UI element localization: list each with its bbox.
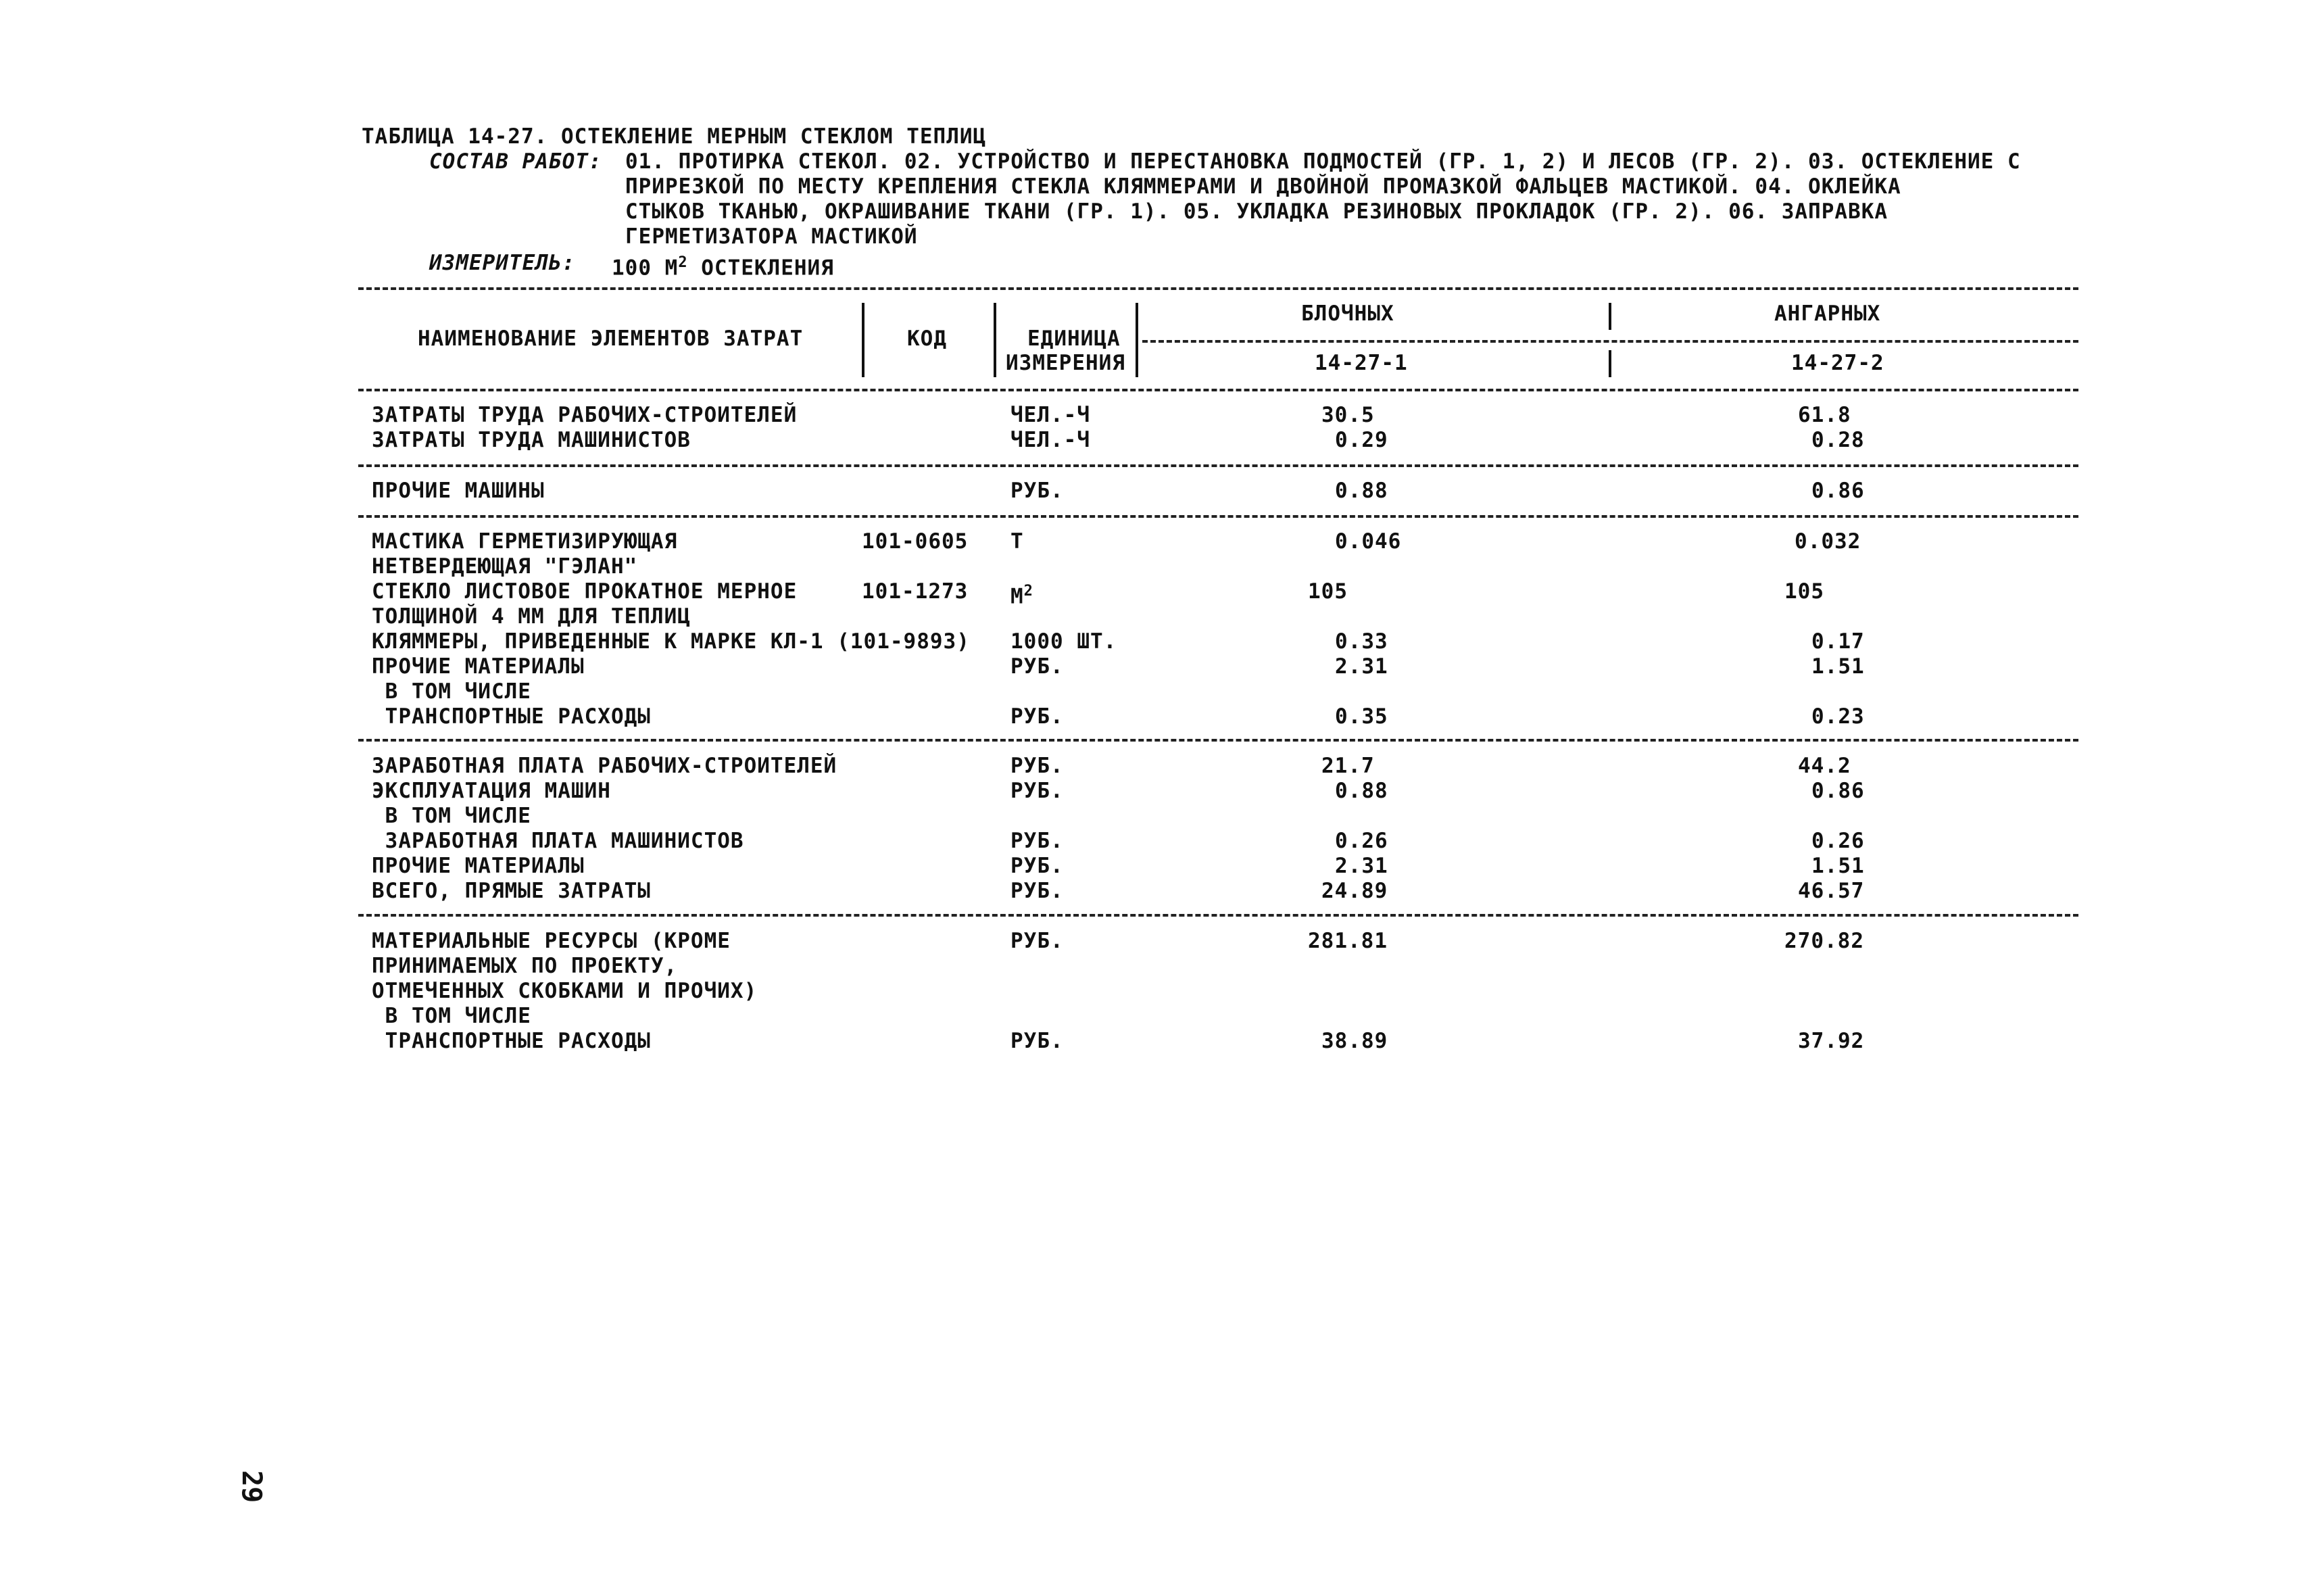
- row-name: ЗАРАБОТНАЯ ПЛАТА РАБОЧИХ-СТРОИТЕЛЕЙ: [372, 754, 837, 778]
- row-name: ЗАТРАТЫ ТРУДА РАБОЧИХ-СТРОИТЕЛЕЙ: [372, 403, 798, 427]
- row-unit: РУБ.: [1010, 704, 1064, 729]
- row-unit: РУБ.: [1010, 779, 1064, 803]
- header-code-col: КОД: [907, 327, 947, 351]
- izmeritel-number: 100 М: [612, 256, 679, 281]
- row-name: ЗАТРАТЫ ТРУДА МАШИНИСТОВ: [372, 428, 691, 452]
- row-value-2: 46.57: [1798, 879, 1865, 903]
- rule-section: [358, 914, 2078, 917]
- row-code: 101-1273: [862, 579, 969, 604]
- row-value-2: 0.17: [1811, 629, 1865, 654]
- row-value-1: 0.88: [1335, 479, 1388, 503]
- row-value-1: 30.5: [1321, 403, 1375, 427]
- row-name: ВСЕГО, ПРЯМЫЕ ЗАТРАТЫ: [372, 879, 651, 903]
- row-value-2: 0.86: [1811, 479, 1865, 503]
- row-unit: РУБ.: [1010, 879, 1064, 903]
- sostav-label: СОСТАВ РАБОТ:: [429, 149, 602, 174]
- izmeritel-value: [612, 250, 834, 281]
- row-value-1: 38.89: [1321, 1029, 1388, 1053]
- row-name: ТРАНСПОРТНЫЕ РАСХОДЫ: [372, 1029, 651, 1053]
- row-unit-sup: 2: [1023, 583, 1033, 600]
- row-name: ЭКСПЛУАТАЦИЯ МАШИН: [372, 779, 611, 803]
- sostav-line-1: 01. ПРОТИРКА СТЕКОЛ. 02. УСТРОЙСТВО И ПЕРЕСТАНОВКА ПОДМОСТЕЙ (ГР. 1, 2) И ЛЕСОВ (ГР. 2). 03. ОСТЕКЛЕНИЕ С: [625, 149, 2021, 174]
- row-value-2: 0.28: [1811, 428, 1865, 452]
- header-code-1: 14-27-1: [1315, 351, 1408, 375]
- row-unit: РУБ.: [1010, 854, 1064, 878]
- header-group-2: АНГАРНЫХ: [1774, 301, 1881, 326]
- row-value-1: 0.26: [1335, 829, 1388, 853]
- row-name: ЗАРАБОТНАЯ ПЛАТА МАШИНИСТОВ: [372, 829, 744, 853]
- row-name: МАСТИКА ГЕРМЕТИЗИРУЮЩАЯ: [372, 529, 678, 554]
- row-unit: ЧЕЛ.-Ч: [1010, 428, 1090, 452]
- table-title: ТАБЛИЦА 14-27. ОСТЕКЛЕНИЕ МЕРНЫМ СТЕКЛОМ ТЕПЛИЦ: [362, 124, 987, 149]
- row-unit: РУБ.: [1010, 754, 1064, 778]
- rule-top: [358, 287, 2078, 290]
- row-value-2: 105: [1784, 579, 1824, 604]
- row-value-2: 44.2: [1798, 754, 1851, 778]
- row-unit: 1000 ШТ.: [1010, 629, 1117, 654]
- page-number: 29: [236, 1470, 267, 1503]
- header-divider: [1136, 303, 1138, 377]
- row-unit: Т: [1010, 529, 1024, 554]
- row-name: МАТЕРИАЛЬНЫЕ РЕСУРСЫ (КРОМЕ: [372, 929, 731, 953]
- header-unit-col-2: ИЗМЕРЕНИЯ: [1006, 351, 1125, 375]
- row-name: ОТМЕЧЕННЫХ СКОБКАМИ И ПРОЧИХ): [372, 979, 758, 1003]
- row-value-2: 37.92: [1798, 1029, 1865, 1053]
- izmeritel-sup: 2: [678, 254, 688, 271]
- header-code-2: 14-27-2: [1791, 351, 1884, 375]
- rule-section: [358, 464, 2078, 467]
- row-name: КЛЯММЕРЫ, ПРИВЕДЕННЫЕ К МАРКЕ КЛ-1 (101-9893): [372, 629, 970, 654]
- header-divider: [1609, 350, 1611, 377]
- row-value-2: 1.51: [1811, 854, 1865, 878]
- rule-section: [358, 515, 2078, 518]
- row-value-1: 2.31: [1335, 854, 1388, 878]
- row-value-2: 61.8: [1798, 403, 1851, 427]
- row-value-1: 281.81: [1308, 929, 1388, 953]
- row-value-2: 1.51: [1811, 654, 1865, 679]
- row-name: НЕТВЕРДЕЮЩАЯ "ГЭЛАН": [372, 554, 638, 579]
- row-value-2: 0.032: [1795, 529, 1861, 554]
- rule-section: [358, 739, 2078, 742]
- row-value-1: 0.29: [1335, 428, 1388, 452]
- row-value-1: 0.33: [1335, 629, 1388, 654]
- row-name: ПРОЧИЕ МАТЕРИАЛЫ: [372, 654, 585, 679]
- sostav-line-3: СТЫКОВ ТКАНЬЮ, ОКРАШИВАНИЕ ТКАНИ (ГР. 1). 05. УКЛАДКА РЕЗИНОВЫХ ПРОКЛАДОК (ГР. 2). 06. ЗАПРАВКА: [625, 199, 1888, 224]
- row-name: ПРИНИМАЕМЫХ ПО ПРОЕКТУ,: [372, 954, 678, 978]
- rule-header-bottom: [358, 389, 2078, 391]
- row-unit: РУБ.: [1010, 654, 1064, 679]
- row-name: В ТОМ ЧИСЛЕ: [372, 1004, 531, 1028]
- row-value-2: 0.26: [1811, 829, 1865, 853]
- row-unit: РУБ.: [1010, 1029, 1064, 1053]
- header-divider: [994, 303, 996, 377]
- row-name: В ТОМ ЧИСЛЕ: [372, 804, 531, 828]
- sostav-line-4: ГЕРМЕТИЗАТОРА МАСТИКОЙ: [625, 224, 918, 249]
- header-divider: [862, 303, 864, 377]
- sostav-line-2: ПРИРЕЗКОЙ ПО МЕСТУ КРЕПЛЕНИЯ СТЕКЛА КЛЯММЕРАМИ И ДВОЙНОЙ ПРОМАЗКОЙ ФАЛЬЦЕВ МАСТИКОЙ. 04. ОКЛЕЙКА: [625, 174, 1901, 199]
- row-unit: РУБ.: [1010, 929, 1064, 953]
- rule-mid-header: [1142, 340, 2078, 343]
- row-value-2: 0.23: [1811, 704, 1865, 729]
- row-value-2: 0.86: [1811, 779, 1865, 803]
- row-value-1: 0.88: [1335, 779, 1388, 803]
- header-divider: [1609, 303, 1611, 330]
- izmeritel-label: ИЗМЕРИТЕЛЬ:: [429, 251, 576, 275]
- row-value-1: 21.7: [1321, 754, 1375, 778]
- row-value-1: 2.31: [1335, 654, 1388, 679]
- header-unit-col-1: ЕДИНИЦА: [1027, 327, 1121, 351]
- izmeritel-tail: ОСТЕКЛЕНИЯ: [687, 256, 834, 281]
- row-unit: ЧЕЛ.-Ч: [1010, 403, 1090, 427]
- row-value-1: 105: [1308, 579, 1348, 604]
- row-name: ПРОЧИЕ МАТЕРИАЛЫ: [372, 854, 585, 878]
- row-code: 101-0605: [862, 529, 969, 554]
- row-unit-text: М: [1010, 584, 1024, 609]
- header-group-1: БЛОЧНЫХ: [1301, 301, 1394, 326]
- row-value-1: 0.35: [1335, 704, 1388, 729]
- row-unit: [1010, 579, 1033, 609]
- row-unit: РУБ.: [1010, 829, 1064, 853]
- row-unit: РУБ.: [1010, 479, 1064, 503]
- row-value-2: 270.82: [1784, 929, 1864, 953]
- row-name: СТЕКЛО ЛИСТОВОЕ ПРОКАТНОЕ МЕРНОЕ: [372, 579, 798, 604]
- row-name: ПРОЧИЕ МАШИНЫ: [372, 479, 545, 503]
- row-name: В ТОМ ЧИСЛЕ: [372, 679, 531, 704]
- row-value-1: 0.046: [1335, 529, 1402, 554]
- row-value-1: 24.89: [1321, 879, 1388, 903]
- row-name: ТОЛЩИНОЙ 4 ММ ДЛЯ ТЕПЛИЦ: [372, 604, 691, 629]
- row-name: ТРАНСПОРТНЫЕ РАСХОДЫ: [372, 704, 651, 729]
- header-name-col: НАИМЕНОВАНИЕ ЭЛЕМЕНТОВ ЗАТРАТ: [418, 327, 804, 351]
